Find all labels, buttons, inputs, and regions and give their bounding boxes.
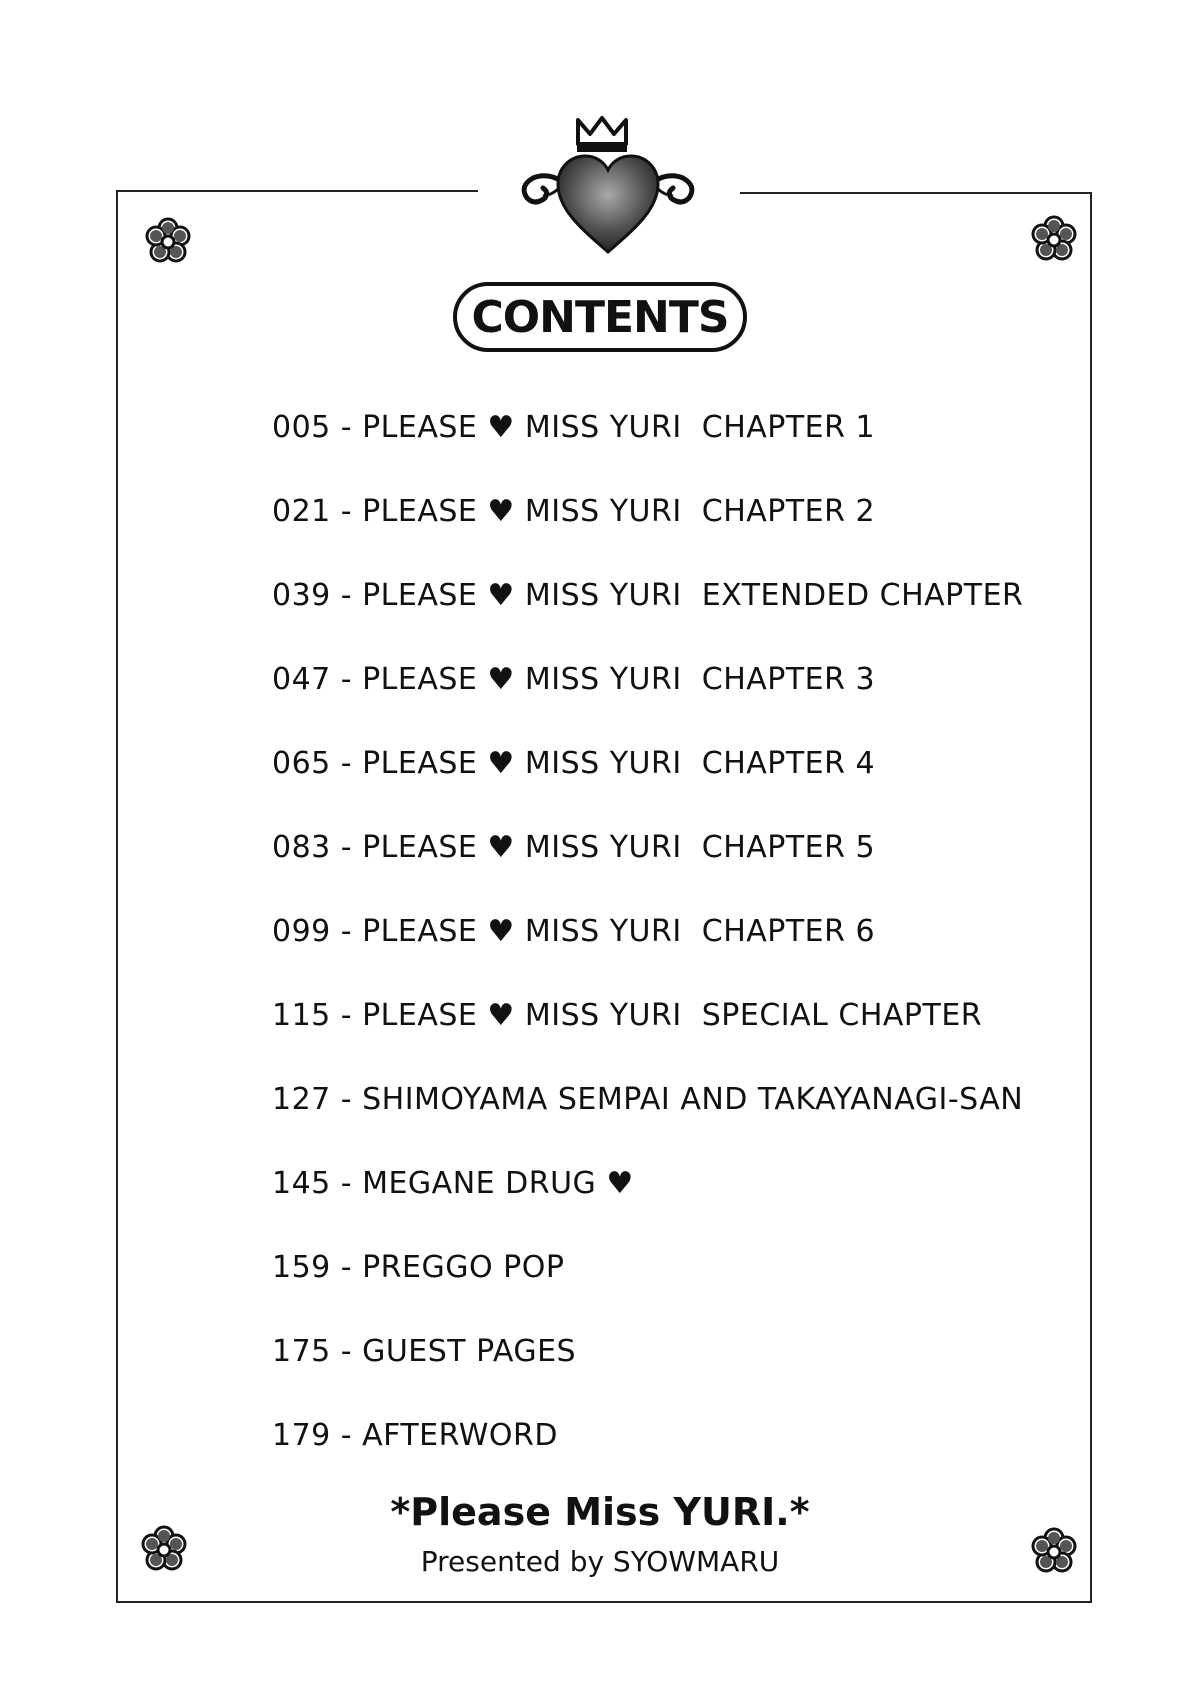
toc-page-number: 005 [272,409,331,445]
toc-page-number: 065 [272,745,331,781]
toc-entry-title: PLEASE ♥ MISS YURI CHAPTER 3 [362,661,876,697]
toc-entry [272,889,1032,973]
toc-entry [272,385,1032,469]
toc-entry-title: PLEASE ♥ MISS YURI CHAPTER 1 [362,409,876,445]
toc-entry [272,469,1032,553]
toc-page-number: 145 [272,1165,331,1201]
toc-entry [272,1309,1032,1393]
crown-icon [577,118,627,152]
toc-page-number: 115 [272,997,331,1033]
toc-entry [272,553,1032,637]
toc-page-number: 083 [272,829,331,865]
toc-page-number: 159 [272,1249,331,1285]
toc-entry [272,721,1032,805]
toc-separator: - [340,1165,353,1201]
toc-separator: - [340,997,353,1033]
toc-page-number: 179 [272,1417,331,1453]
toc-separator: - [340,1249,353,1285]
toc-entry-title: PREGGO POP [362,1249,565,1285]
flower-icon [142,216,194,268]
toc-entry [272,805,1032,889]
toc-entry-title: PLEASE ♥ MISS YURI CHAPTER 4 [362,745,876,781]
frame-left [116,190,118,1603]
toc-separator: - [340,1333,353,1369]
toc-page-number: 047 [272,661,331,697]
page-title: CONTENTS [453,282,746,352]
toc-entry-title: PLEASE ♥ MISS YURI CHAPTER 2 [362,493,876,529]
frame-top-right [740,192,1092,194]
toc-separator: - [340,913,353,949]
toc-entry [272,1393,1032,1477]
toc-entry-title: PLEASE ♥ MISS YURI SPECIAL CHAPTER [362,997,983,1033]
toc-entry-title: PLEASE ♥ MISS YURI CHAPTER 6 [362,913,876,949]
toc-separator: - [340,661,353,697]
flower-icon [1028,214,1080,266]
toc-page-number: 127 [272,1081,331,1117]
toc-entry-title: MEGANE DRUG ♥ [362,1165,634,1201]
toc-entry [272,1225,1032,1309]
toc-entry-title: SHIMOYAMA SEMPAI AND TAKAYANAGI-SAN [362,1081,1024,1117]
toc-entry-title: AFTERWORD [362,1417,558,1453]
toc-separator: - [340,829,353,865]
toc-entry [272,637,1032,721]
toc-separator: - [340,409,353,445]
toc-separator: - [340,577,353,613]
toc-page-number: 039 [272,577,331,613]
table-of-contents [272,385,1032,1477]
toc-entry-title: PLEASE ♥ MISS YURI EXTENDED CHAPTER [362,577,1024,613]
toc-separator: - [340,745,353,781]
toc-page-number: 175 [272,1333,331,1369]
toc-page-number: 021 [272,493,331,529]
frame-right [1090,192,1092,1603]
toc-separator: - [340,1081,353,1117]
frame-bottom [116,1601,1092,1603]
footer-credit: Presented by SYOWMARU [420,1545,780,1578]
toc-separator: - [340,493,353,529]
toc-entry [272,1141,1032,1225]
frame-top-left [116,190,478,192]
toc-page-number: 099 [272,913,331,949]
toc-entry [272,973,1032,1057]
toc-entry-title: GUEST PAGES [362,1333,577,1369]
toc-entry-title: PLEASE ♥ MISS YURI CHAPTER 5 [362,829,876,865]
crowned-heart-icon [513,112,703,257]
toc-entry [272,1057,1032,1141]
title-wrap [0,282,1200,352]
toc-separator: - [340,1417,353,1453]
footer-title: *Please Miss YURI.* [390,1490,810,1534]
